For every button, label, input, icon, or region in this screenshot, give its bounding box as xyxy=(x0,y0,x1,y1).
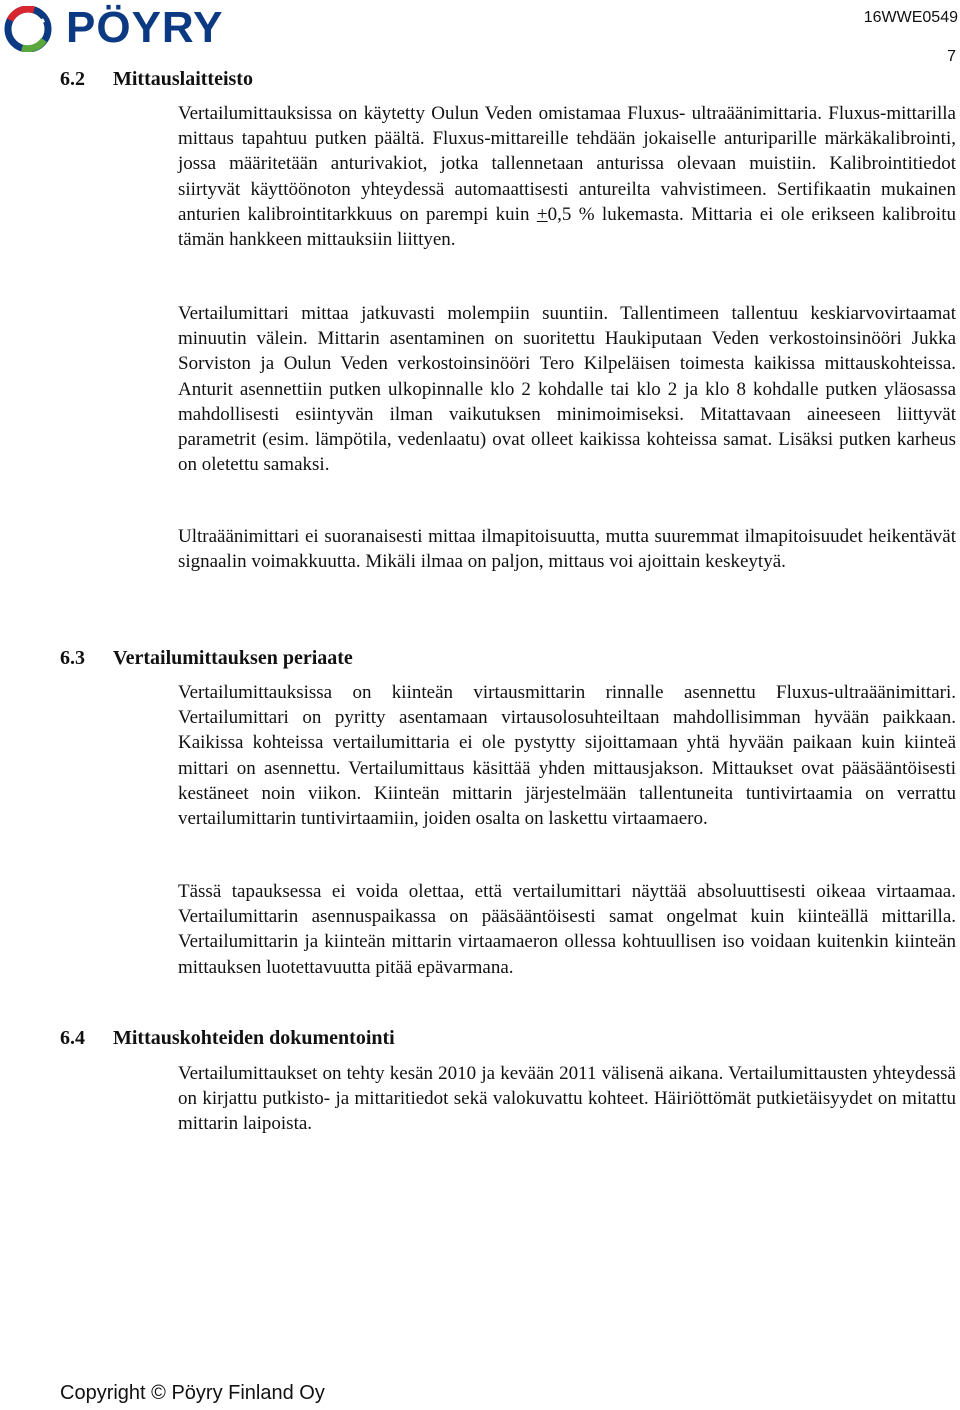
plus-minus-sign: + xyxy=(536,203,548,225)
section-number: 6.3 xyxy=(60,647,85,669)
paragraph-text-tail: 0,5 % lukemasta. Mittaria ei ole erikseen kalibroitu tämän hankkeen mittauksiin liittyen. xyxy=(178,203,956,251)
poyry-logo-mark-icon xyxy=(4,6,54,52)
logo-wordmark: PÖYRY xyxy=(66,3,224,52)
poyry-logo xyxy=(4,3,244,52)
document-id: 16WWE0549 xyxy=(863,9,958,26)
section-number: 6.4 xyxy=(60,1027,85,1049)
page-number: 7 xyxy=(947,48,956,65)
section-heading-6-4 xyxy=(60,1025,395,1051)
paragraph: Ultraäänimittari ei suoranaisesti mittaa ilmapitoisuutta, mutta suuremmat ilmapitoisuudet heikentävät signaalin voimakkuutta. Mikäli ilmaa on paljon, mittaus voi ajoittain keskeytyä. xyxy=(178,526,956,573)
section-title: Mittauslaitteisto xyxy=(113,68,253,90)
paragraph: Vertailumittari mittaa jatkuvasti molempiin suuntiin. Tallentimeen tallentuu keskiarvovirtaamat minuutin välein. Mittarin asentaminen on suoritettu Haukiputaan Veden verkostoinsinööri Jukka Sorviston ja Oulun Veden verkostoinsinööri Tero Kilpeläisen toimesta kaikissa mittauskohteissa. Anturit asennettiin putken ulkopinnalle klo 2 kohdalle tai klo 2 ja klo 8 kohdalle putken yläosassa mahdollisesti esiintyvän ilman vaikutuksen minimoimiseksi. Mitattavaan aineeseen liittyvät parametrit (esim. lämpötila, vedenlaatu) ovat olleet kaikissa kohteissa samat. Lisäksi putken karheus on oletettu samaksi. xyxy=(178,303,956,476)
paragraph xyxy=(178,101,956,252)
paragraph: Tässä tapauksessa ei voida olettaa, että vertailumittari näyttää absoluuttisesti oikeaa virtaamaa. Vertailumittarin asennuspaikassa on pääsääntöisesti samat ongelmat kuin kiinteällä mittarilla. Vertailumittarin ja kiinteän mittarin virtaamaeron ollessa kohtuullisen iso voidaan kuitenkin kiinteän mittauksen luotettavuutta pitää epävarmana. xyxy=(178,881,956,978)
paragraph: Vertailumittauksissa on kiinteän virtausmittarin rinnalle asennettu Fluxus-ultraäänimittari. Vertailumittari on pyritty asentamaan virtausolosuhteiltaan mahdollisimman hyvään paikkaan. Kaikissa kohteissa vertailumittaria ei ole pystytty sijoittamaan yhtä hyvään paikaan kuin kiinteä mittari on asennettu. Vertailumittaus käsittää yhden mittausjakson. Mittaukset ovat pääsääntöisesti kestäneet noin viikon. Kiinteän mittarin järjestelmään tallentuneita tuntivirtaamia on verrattu vertailumittarin tuntivirtaamiin, joiden osalta on laskettu virtaamaero. xyxy=(178,682,956,830)
section-number: 6.2 xyxy=(60,68,85,90)
footer-copyright: Copyright © Pöyry Finland Oy xyxy=(60,1382,325,1404)
paragraph: Vertailumittaukset on tehty kesän 2010 ja kevään 2011 välisenä aikana. Vertailumittausten yhteydessä on kirjattu putkisto- ja mittaritiedot sekä valokuvattu kohteet. Häiriöttömät putkietäisyydet on mitattu mittarin laipoista. xyxy=(178,1063,956,1135)
section-heading-6-3 xyxy=(60,645,353,671)
section-title: Vertailumittauksen periaate xyxy=(113,647,353,669)
section-title: Mittauskohteiden dokumentointi xyxy=(113,1027,395,1049)
paragraph-text: Vertailumittauksissa on käytetty Oulun Veden omistamaa Fluxus- ultraäänimittaria. Fluxus-mittarilla mittaus tapahtuu putken päältä. Fluxus-mittareille tehdään jokaiselle anturiparille märkäkalibrointi, jossa määritetään anturivakiot, jotka tallennetaan anturissa olevaan muistiin. Kalibrointitiedot siirtyvät käyttöönoton yhteydessä automaattisesti antureilta vahvistimeen. Sertifikaatin mukainen anturien kalibrointitarkkuus on parempi kuin xyxy=(178,103,956,225)
section-heading-6-2 xyxy=(60,66,253,92)
